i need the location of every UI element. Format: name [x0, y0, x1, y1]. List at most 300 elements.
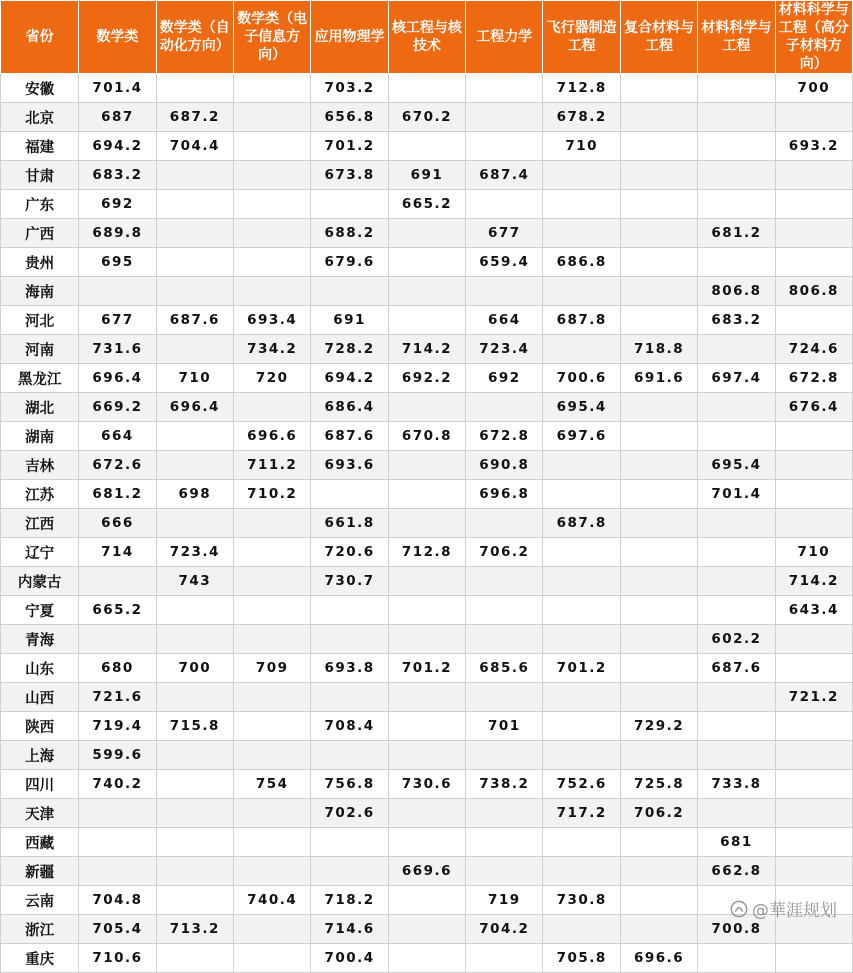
score-cell — [698, 596, 775, 625]
score-cell — [698, 74, 775, 103]
score-cell — [775, 857, 852, 886]
table-row — [1, 364, 853, 393]
score-cell — [698, 132, 775, 161]
province-cell: 上海 — [1, 741, 79, 770]
score-cell: 710 — [156, 364, 233, 393]
score-cell — [233, 393, 310, 422]
score-cell — [388, 828, 465, 857]
table-row — [1, 741, 853, 770]
score-cell: 672.6 — [79, 451, 156, 480]
score-cell: 666 — [79, 509, 156, 538]
score-cell: 659.4 — [466, 248, 543, 277]
score-cell: 701.2 — [311, 132, 388, 161]
score-cell: 756.8 — [311, 770, 388, 799]
province-cell: 贵州 — [1, 248, 79, 277]
score-cell — [698, 422, 775, 451]
table-row — [1, 480, 853, 509]
score-cell: 701 — [466, 712, 543, 741]
score-cell: 672.8 — [775, 364, 852, 393]
score-cell — [156, 335, 233, 364]
province-cell: 湖南 — [1, 422, 79, 451]
score-cell — [311, 625, 388, 654]
score-cell: 656.8 — [311, 103, 388, 132]
score-cell — [698, 944, 775, 973]
score-cell — [620, 248, 697, 277]
score-cell — [543, 219, 620, 248]
score-cell: 697.6 — [543, 422, 620, 451]
score-cell — [466, 625, 543, 654]
header-major-2: 数学类（自动化方向） — [156, 1, 233, 74]
score-cell: 683.2 — [79, 161, 156, 190]
score-cell: 710 — [775, 538, 852, 567]
score-cell: 710.2 — [233, 480, 310, 509]
score-cell — [543, 190, 620, 219]
score-cell: 714.2 — [388, 335, 465, 364]
score-cell — [775, 219, 852, 248]
score-cell — [388, 132, 465, 161]
score-cell: 670.8 — [388, 422, 465, 451]
score-cell — [620, 509, 697, 538]
score-cell — [698, 393, 775, 422]
score-cell — [620, 132, 697, 161]
score-cell — [620, 306, 697, 335]
score-cell: 687.8 — [543, 509, 620, 538]
score-cell — [620, 451, 697, 480]
score-cell: 710 — [543, 132, 620, 161]
score-cell — [233, 828, 310, 857]
table-row — [1, 915, 853, 944]
score-cell — [775, 248, 852, 277]
score-cell — [311, 480, 388, 509]
score-cell: 712.8 — [543, 74, 620, 103]
score-cell — [620, 219, 697, 248]
score-cell — [388, 915, 465, 944]
score-cell: 752.6 — [543, 770, 620, 799]
score-cell: 693.6 — [311, 451, 388, 480]
score-cell — [156, 625, 233, 654]
score-cell — [233, 277, 310, 306]
score-cell: 693.2 — [775, 132, 852, 161]
score-cell — [775, 161, 852, 190]
score-cell — [156, 451, 233, 480]
score-cell: 697.4 — [698, 364, 775, 393]
table-row — [1, 828, 853, 857]
score-cell: 704.4 — [156, 132, 233, 161]
score-cell — [466, 103, 543, 132]
score-cell — [620, 654, 697, 683]
score-cell: 662.8 — [698, 857, 775, 886]
score-cell — [775, 480, 852, 509]
score-cell — [466, 857, 543, 886]
score-cell — [775, 654, 852, 683]
score-cell — [543, 683, 620, 712]
score-cell: 703.2 — [311, 74, 388, 103]
score-cell — [156, 277, 233, 306]
score-cell — [311, 190, 388, 219]
score-cell: 721.6 — [79, 683, 156, 712]
score-cell — [698, 248, 775, 277]
score-cell — [698, 190, 775, 219]
table-header — [1, 1, 853, 74]
table-row — [1, 74, 853, 103]
score-cell — [775, 741, 852, 770]
score-cell — [543, 741, 620, 770]
score-cell — [620, 190, 697, 219]
table-row — [1, 219, 853, 248]
score-cell: 687 — [79, 103, 156, 132]
score-cell — [698, 741, 775, 770]
table-row — [1, 683, 853, 712]
score-cell — [698, 335, 775, 364]
score-cell — [233, 538, 310, 567]
score-cell — [775, 306, 852, 335]
score-cell — [466, 393, 543, 422]
score-cell — [156, 248, 233, 277]
score-cell: 718.2 — [311, 886, 388, 915]
province-cell: 河南 — [1, 335, 79, 364]
table-row — [1, 335, 853, 364]
score-cell — [79, 567, 156, 596]
score-cell — [543, 915, 620, 944]
province-cell: 辽宁 — [1, 538, 79, 567]
province-cell: 安徽 — [1, 74, 79, 103]
score-cell: 705.8 — [543, 944, 620, 973]
province-cell: 吉林 — [1, 451, 79, 480]
score-cell — [388, 683, 465, 712]
header-row — [1, 1, 853, 74]
score-cell — [620, 277, 697, 306]
score-cell: 733.8 — [698, 770, 775, 799]
table-body — [1, 74, 853, 973]
score-cell: 677 — [79, 306, 156, 335]
score-cell: 743 — [156, 567, 233, 596]
score-cell: 740.4 — [233, 886, 310, 915]
score-cell: 687.2 — [156, 103, 233, 132]
score-cell — [388, 886, 465, 915]
score-cell: 687.6 — [698, 654, 775, 683]
score-cell: 681 — [698, 828, 775, 857]
score-cell: 734.2 — [233, 335, 310, 364]
score-cell — [466, 828, 543, 857]
score-cell: 681.2 — [79, 480, 156, 509]
score-cell — [466, 132, 543, 161]
score-cell: 700 — [775, 74, 852, 103]
score-cell — [543, 625, 620, 654]
score-cell — [775, 451, 852, 480]
score-cell — [156, 799, 233, 828]
score-cell: 691 — [311, 306, 388, 335]
score-cell: 701.4 — [79, 74, 156, 103]
score-cell: 690.8 — [466, 451, 543, 480]
score-cell — [543, 538, 620, 567]
province-cell: 内蒙古 — [1, 567, 79, 596]
score-cell: 696.6 — [233, 422, 310, 451]
province-cell: 山东 — [1, 654, 79, 683]
score-cell: 706.2 — [466, 538, 543, 567]
province-cell: 四川 — [1, 770, 79, 799]
score-cell — [79, 277, 156, 306]
score-cell: 691 — [388, 161, 465, 190]
score-cell: 673.8 — [311, 161, 388, 190]
score-cell: 669.6 — [388, 857, 465, 886]
table-row — [1, 654, 853, 683]
table-row — [1, 944, 853, 973]
score-cell: 683.2 — [698, 306, 775, 335]
score-cell: 730.7 — [311, 567, 388, 596]
score-cell — [543, 596, 620, 625]
score-cell: 685.6 — [466, 654, 543, 683]
province-cell: 云南 — [1, 886, 79, 915]
province-cell: 北京 — [1, 103, 79, 132]
score-cell: 664 — [79, 422, 156, 451]
score-cell — [775, 103, 852, 132]
score-cell: 693.4 — [233, 306, 310, 335]
score-cell — [620, 857, 697, 886]
score-cell — [156, 74, 233, 103]
score-cell: 700 — [156, 654, 233, 683]
table-row — [1, 567, 853, 596]
score-cell — [466, 74, 543, 103]
score-cell: 713.2 — [156, 915, 233, 944]
table-row — [1, 509, 853, 538]
province-cell: 宁夏 — [1, 596, 79, 625]
watermark — [730, 896, 837, 921]
header-major-6: 工程力学 — [466, 1, 543, 74]
score-cell: 715.8 — [156, 712, 233, 741]
table-row — [1, 538, 853, 567]
score-cell: 669.2 — [79, 393, 156, 422]
score-cell — [775, 422, 852, 451]
province-cell: 河北 — [1, 306, 79, 335]
score-cell: 723.4 — [466, 335, 543, 364]
score-cell — [620, 741, 697, 770]
score-cell: 687.8 — [543, 306, 620, 335]
score-cell: 695 — [79, 248, 156, 277]
score-cell: 688.2 — [311, 219, 388, 248]
table-row — [1, 103, 853, 132]
table-row — [1, 712, 853, 741]
score-cell — [388, 480, 465, 509]
score-cell — [698, 712, 775, 741]
score-cell: 700.6 — [543, 364, 620, 393]
header-major-5: 核工程与核技术 — [388, 1, 465, 74]
score-cell: 731.6 — [79, 335, 156, 364]
score-cell: 696.4 — [79, 364, 156, 393]
score-cell — [233, 219, 310, 248]
score-cell — [311, 857, 388, 886]
table-row — [1, 625, 853, 654]
score-cell: 708.4 — [311, 712, 388, 741]
table-row — [1, 393, 853, 422]
header-major-9: 材料科学与工程 — [698, 1, 775, 74]
score-cell: 719.4 — [79, 712, 156, 741]
province-cell: 重庆 — [1, 944, 79, 973]
score-cell — [620, 480, 697, 509]
score-cell: 696.4 — [156, 393, 233, 422]
score-cell — [620, 886, 697, 915]
province-cell: 天津 — [1, 799, 79, 828]
score-cell — [466, 944, 543, 973]
score-cell — [543, 712, 620, 741]
score-cell: 670.2 — [388, 103, 465, 132]
table-row — [1, 451, 853, 480]
table-row — [1, 422, 853, 451]
table-row — [1, 770, 853, 799]
score-cell: 678.2 — [543, 103, 620, 132]
score-cell: 728.2 — [311, 335, 388, 364]
score-cell — [543, 161, 620, 190]
score-cell: 664 — [466, 306, 543, 335]
score-cell — [543, 480, 620, 509]
score-cell — [775, 944, 852, 973]
score-cell: 806.8 — [698, 277, 775, 306]
score-cell — [388, 306, 465, 335]
score-cell — [620, 915, 697, 944]
score-cell: 714 — [79, 538, 156, 567]
score-cell: 740.2 — [79, 770, 156, 799]
score-cell: 681.2 — [698, 219, 775, 248]
score-cell: 694.2 — [79, 132, 156, 161]
header-major-8: 复合材料与工程 — [620, 1, 697, 74]
score-cell — [388, 74, 465, 103]
table-row — [1, 248, 853, 277]
score-cell: 738.2 — [466, 770, 543, 799]
score-cell: 692.2 — [388, 364, 465, 393]
score-cell — [698, 538, 775, 567]
score-cell: 806.8 — [775, 277, 852, 306]
score-cell — [388, 248, 465, 277]
score-cell: 704.2 — [466, 915, 543, 944]
province-cell: 西藏 — [1, 828, 79, 857]
province-cell: 江西 — [1, 509, 79, 538]
score-cell: 687.6 — [311, 422, 388, 451]
score-cell — [233, 103, 310, 132]
score-cell — [388, 799, 465, 828]
score-cell — [388, 596, 465, 625]
score-cell — [388, 712, 465, 741]
score-cell: 602.2 — [698, 625, 775, 654]
score-cell: 730.8 — [543, 886, 620, 915]
province-cell: 新疆 — [1, 857, 79, 886]
score-cell — [156, 828, 233, 857]
score-cell — [233, 509, 310, 538]
table-row — [1, 596, 853, 625]
province-cell: 湖北 — [1, 393, 79, 422]
score-cell — [233, 741, 310, 770]
score-cell — [233, 132, 310, 161]
score-cell — [775, 770, 852, 799]
score-cell: 712.8 — [388, 538, 465, 567]
score-cell: 695.4 — [698, 451, 775, 480]
score-cell: 714.6 — [311, 915, 388, 944]
score-cell: 692 — [79, 190, 156, 219]
province-cell: 甘肃 — [1, 161, 79, 190]
score-cell: 676.4 — [775, 393, 852, 422]
score-cell: 714.2 — [775, 567, 852, 596]
score-cell: 709 — [233, 654, 310, 683]
province-cell: 陕西 — [1, 712, 79, 741]
score-cell: 701.2 — [388, 654, 465, 683]
score-cell — [388, 277, 465, 306]
score-cell: 717.2 — [543, 799, 620, 828]
score-cell: 701.2 — [543, 654, 620, 683]
province-cell: 福建 — [1, 132, 79, 161]
province-cell: 青海 — [1, 625, 79, 654]
score-cell — [233, 248, 310, 277]
score-cell — [620, 538, 697, 567]
province-cell: 广东 — [1, 190, 79, 219]
score-cell: 665.2 — [79, 596, 156, 625]
score-cell — [311, 596, 388, 625]
table-row — [1, 857, 853, 886]
score-cell: 687.6 — [156, 306, 233, 335]
score-cell — [543, 828, 620, 857]
header-province: 省份 — [1, 1, 79, 74]
score-cell: 724.6 — [775, 335, 852, 364]
score-cell: 687.4 — [466, 161, 543, 190]
score-cell — [79, 828, 156, 857]
score-cell: 695.4 — [543, 393, 620, 422]
score-cell — [698, 103, 775, 132]
score-cell — [620, 625, 697, 654]
table-row — [1, 132, 853, 161]
score-cell — [79, 799, 156, 828]
score-cell: 677 — [466, 219, 543, 248]
score-cell — [388, 509, 465, 538]
score-cell — [156, 683, 233, 712]
score-cell: 718.8 — [620, 335, 697, 364]
header-major-4: 应用物理学 — [311, 1, 388, 74]
score-cell — [233, 683, 310, 712]
score-cell — [311, 828, 388, 857]
score-cell — [543, 857, 620, 886]
score-cell: 680 — [79, 654, 156, 683]
score-cell — [698, 567, 775, 596]
score-cell — [156, 770, 233, 799]
score-cell — [156, 422, 233, 451]
header-major-10: 材料科学与工程（高分子材料方向） — [775, 1, 852, 74]
score-cell: 700.4 — [311, 944, 388, 973]
score-cell: 730.6 — [388, 770, 465, 799]
score-cell — [698, 509, 775, 538]
score-cell — [79, 625, 156, 654]
score-cell — [775, 828, 852, 857]
score-cell — [388, 393, 465, 422]
score-cell — [156, 161, 233, 190]
score-cell — [233, 161, 310, 190]
score-cell — [775, 190, 852, 219]
score-cell — [620, 683, 697, 712]
score-cell — [775, 625, 852, 654]
watermark-text: @華涯规划 — [752, 901, 837, 921]
score-cell: 679.6 — [311, 248, 388, 277]
score-cell — [620, 422, 697, 451]
score-cell — [311, 741, 388, 770]
province-cell: 山西 — [1, 683, 79, 712]
score-cell — [466, 277, 543, 306]
score-cell — [233, 944, 310, 973]
score-cell — [388, 944, 465, 973]
score-cell: 710.6 — [79, 944, 156, 973]
score-cell: 689.8 — [79, 219, 156, 248]
score-cell: 661.8 — [311, 509, 388, 538]
score-cell: 706.2 — [620, 799, 697, 828]
score-cell — [233, 915, 310, 944]
score-cell — [466, 596, 543, 625]
score-cell: 686.8 — [543, 248, 620, 277]
score-cell — [233, 857, 310, 886]
score-cell — [543, 335, 620, 364]
